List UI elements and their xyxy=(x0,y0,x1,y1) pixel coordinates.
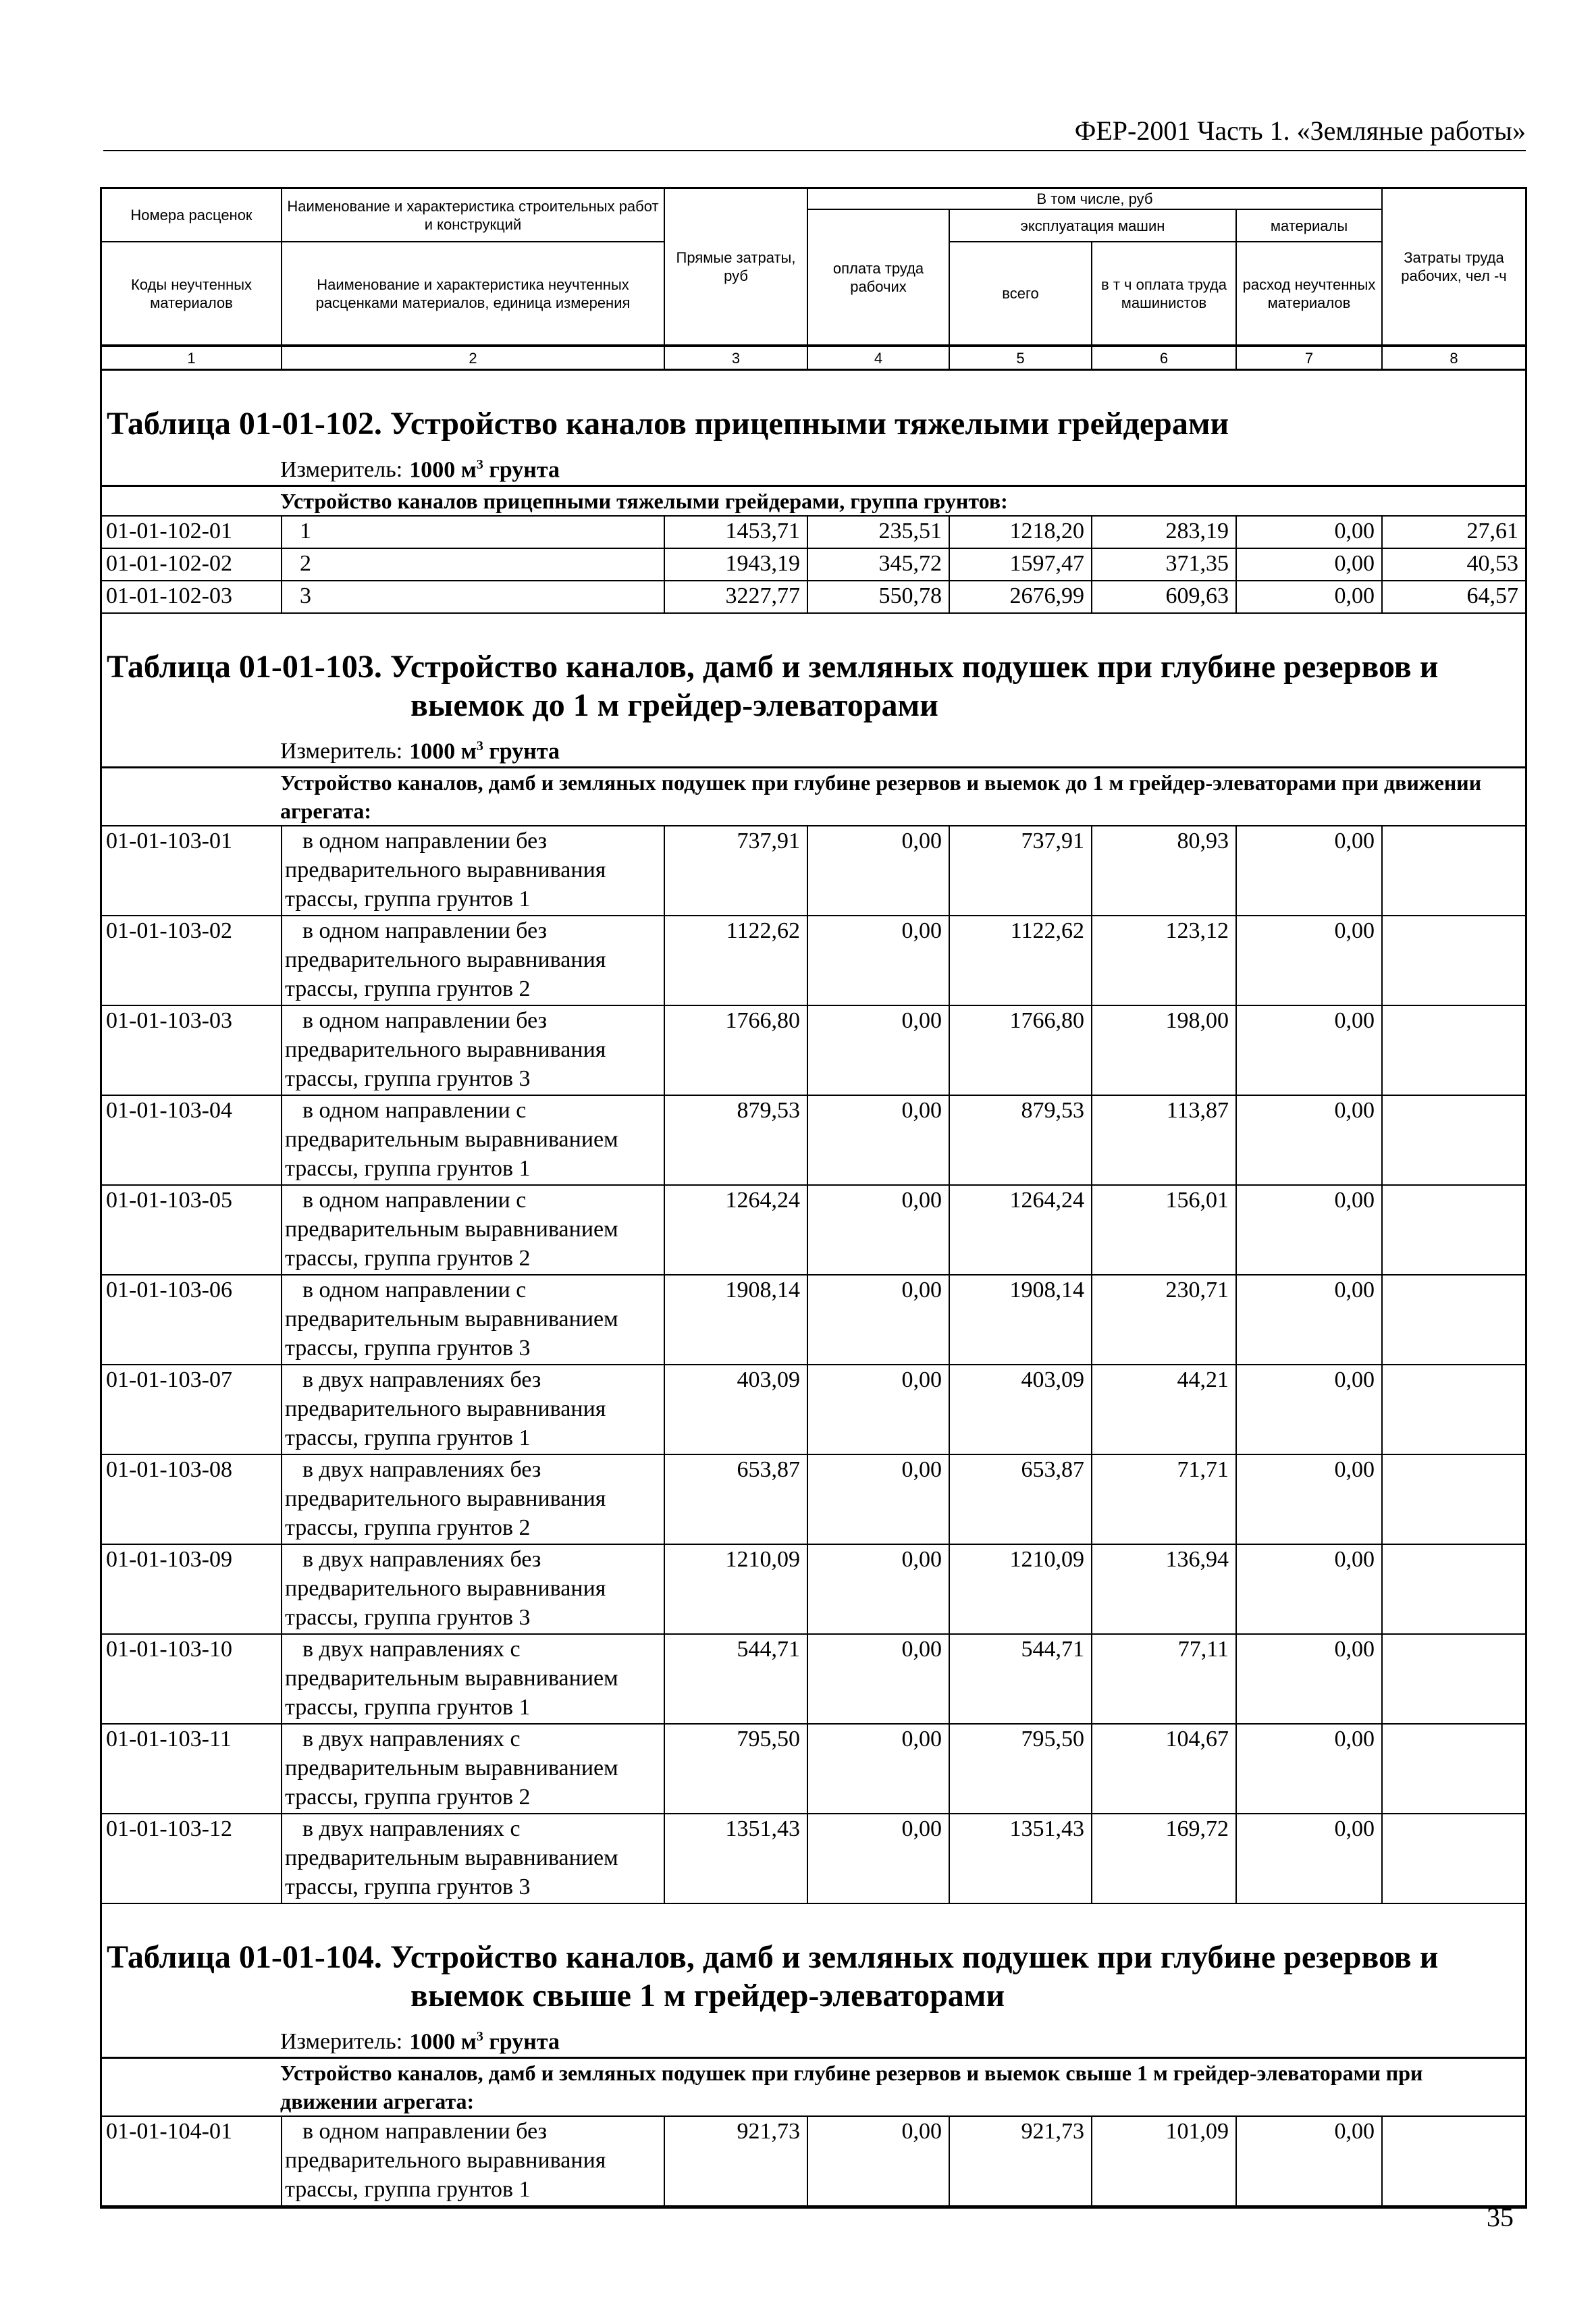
cell-direct: 1943,19 xyxy=(665,549,808,580)
cell-materials: 0,00 xyxy=(1237,517,1383,548)
table-row xyxy=(102,549,1525,581)
table-row xyxy=(102,916,1525,1006)
rate-code: 01-01-102-02 xyxy=(102,549,282,580)
cell-machines: 653,87 xyxy=(950,1455,1092,1544)
rate-code: 01-01-103-11 xyxy=(102,1725,282,1813)
cell-wages: 0,00 xyxy=(808,2117,950,2205)
measurer-value xyxy=(409,739,560,764)
rate-code: 01-01-103-02 xyxy=(102,916,282,1005)
cell-direct: 653,87 xyxy=(665,1455,808,1544)
cell-machinists: 113,87 xyxy=(1092,1096,1237,1184)
cell-wages: 550,78 xyxy=(808,581,950,612)
cell-machinists: 80,93 xyxy=(1092,826,1237,915)
cell-machinists: 71,71 xyxy=(1092,1455,1237,1544)
cell-wages: 0,00 xyxy=(808,1276,950,1364)
cell-materials: 0,00 xyxy=(1237,2117,1383,2205)
table-row xyxy=(102,1186,1525,1276)
cell-materials: 0,00 xyxy=(1237,581,1383,612)
header-rule xyxy=(103,150,1526,151)
measurer-quantity: 1000 м xyxy=(409,457,477,482)
page-number: 35 xyxy=(1487,2202,1514,2232)
rate-code: 01-01-104-01 xyxy=(102,2117,282,2205)
cell-materials: 0,00 xyxy=(1237,1455,1383,1544)
col-machines: эксплуатация машин xyxy=(950,210,1237,242)
cell-direct: 3227,77 xyxy=(665,581,808,612)
measurer-label: Измеритель: xyxy=(280,739,403,764)
cell-materials: 0,00 xyxy=(1237,1186,1383,1274)
measurer xyxy=(102,2015,1525,2057)
rate-code: 01-01-103-04 xyxy=(102,1096,282,1184)
cell-materials: 0,00 xyxy=(1237,1635,1383,1723)
work-description: в двух направлениях без предварительного выравнивания трассы, группа грунтов 3 xyxy=(282,1545,665,1633)
cell-machinists: 101,09 xyxy=(1092,2117,1237,2205)
cell-wages: 0,00 xyxy=(808,826,950,915)
cell-machines: 1218,20 xyxy=(950,517,1092,548)
cell-materials: 0,00 xyxy=(1237,1096,1383,1184)
col-number: 6 xyxy=(1092,347,1237,371)
table-subtitle: Устройство каналов прицепными тяжелыми грейдерами, группа грунтов: xyxy=(102,485,1525,517)
cell-labor: 64,57 xyxy=(1466,583,1518,608)
col-rate-numbers: Номера расценок xyxy=(102,189,282,242)
cell-direct: 1122,62 xyxy=(665,916,808,1005)
work-description: в двух направлениях с предварительным выравниванием трассы, группа грунтов 3 xyxy=(282,1814,665,1903)
col-number: 5 xyxy=(950,347,1092,371)
cell-labor xyxy=(1383,1814,1525,1903)
work-description: в одном направлении без предварительного выравнивания трассы, группа грунтов 1 xyxy=(282,826,665,915)
work-description: в одном направлении без предварительного выравнивания трассы, группа грунтов 3 xyxy=(282,1006,665,1095)
cell-materials: 0,00 xyxy=(1237,1276,1383,1364)
cell-materials: 0,00 xyxy=(1237,1365,1383,1454)
col-materials: материалы xyxy=(1237,210,1383,242)
work-description: 2 xyxy=(282,549,665,580)
col-number: 3 xyxy=(665,347,808,371)
column-header xyxy=(102,187,1525,371)
cell-wages: 0,00 xyxy=(808,1365,950,1454)
cell-machinists: 230,71 xyxy=(1092,1276,1237,1364)
col-number: 1 xyxy=(102,347,282,371)
cell-machinists: 44,21 xyxy=(1092,1365,1237,1454)
col-machinists-wages: в т ч оплата труда машинистов xyxy=(1092,242,1237,347)
cell-labor xyxy=(1383,1186,1525,1274)
col-including: В том числе, руб xyxy=(808,189,1383,210)
work-description: в одном направлении с предварительным выравниванием трассы, группа грунтов 3 xyxy=(282,1276,665,1364)
cell-machines: 795,50 xyxy=(950,1725,1092,1813)
cell-materials: 0,00 xyxy=(1237,1814,1383,1903)
cell-labor xyxy=(1383,1455,1525,1544)
rate-code: 01-01-103-05 xyxy=(102,1186,282,1274)
work-description: в одном направлении с предварительным выравниванием трассы, группа грунтов 2 xyxy=(282,1186,665,1274)
cell-machinists: 169,72 xyxy=(1092,1814,1237,1903)
cell-direct: 1264,24 xyxy=(665,1186,808,1274)
cell-wages: 0,00 xyxy=(808,1006,950,1095)
cell-direct: 737,91 xyxy=(665,826,808,915)
col-material-codes: Коды неучтенных материалов xyxy=(102,242,282,347)
table-subtitle: Устройство каналов, дамб и земляных подушек при глубине резервов и выемок свыше 1 м грейдер-элеваторами при движении агрегата: xyxy=(102,2057,1525,2117)
col-number: 7 xyxy=(1237,347,1383,371)
table-title: Таблица 01-01-104. Устройство каналов, дамб и земляных подушек при глубине резервов и выемок свыше 1 м грейдер-элеваторами xyxy=(107,1939,1439,2014)
cell-machinists: 156,01 xyxy=(1092,1186,1237,1274)
cell-labor xyxy=(1383,916,1525,1005)
rate-code: 01-01-103-12 xyxy=(102,1814,282,1903)
cell-direct: 795,50 xyxy=(665,1725,808,1813)
cell-direct: 1210,09 xyxy=(665,1545,808,1633)
cell-machinists: 283,19 xyxy=(1092,517,1237,548)
cell-labor xyxy=(1383,1635,1525,1723)
rate-code: 01-01-102-03 xyxy=(102,581,282,612)
measurer-quantity: 1000 м xyxy=(409,739,477,764)
col-number: 8 xyxy=(1383,347,1525,371)
cell-wages: 0,00 xyxy=(808,1096,950,1184)
cell-labor xyxy=(1383,826,1525,915)
cell-wages: 0,00 xyxy=(808,1814,950,1903)
measurer-exponent: 3 xyxy=(476,456,483,472)
measurer-label: Измеритель: xyxy=(280,2029,403,2054)
measurer-unit: грунта xyxy=(489,739,560,764)
table-title: Таблица 01-01-103. Устройство каналов, дамб и земляных подушек при глубине резервов и выемок до 1 м грейдер-элеваторами xyxy=(107,649,1439,723)
cell-machines: 879,53 xyxy=(950,1096,1092,1184)
table-row xyxy=(102,2117,1525,2207)
work-description: в одном направлении без предварительного выравнивания трассы, группа грунтов 1 xyxy=(282,2117,665,2205)
table-subtitle: Устройство каналов, дамб и земляных подушек при глубине резервов и выемок до 1 м грейдер-элеваторами при движении агрегата: xyxy=(102,766,1525,826)
rate-code: 01-01-103-07 xyxy=(102,1365,282,1454)
rate-code: 01-01-102-01 xyxy=(102,517,282,548)
table-row xyxy=(102,1096,1525,1186)
cell-machines: 1908,14 xyxy=(950,1276,1092,1364)
cell-direct: 921,73 xyxy=(665,2117,808,2205)
cell-machines: 737,91 xyxy=(950,826,1092,915)
cell-labor xyxy=(1383,1365,1525,1454)
measurer-exponent: 3 xyxy=(476,738,483,754)
cell-materials: 0,00 xyxy=(1237,1006,1383,1095)
rate-code: 01-01-103-09 xyxy=(102,1545,282,1633)
col-wages: оплата труда рабочих xyxy=(808,210,950,347)
cell-machinists: 609,63 xyxy=(1092,581,1237,612)
table-section xyxy=(102,648,1525,1904)
rate-code: 01-01-103-03 xyxy=(102,1006,282,1095)
cell-machinists: 123,12 xyxy=(1092,916,1237,1005)
cell-direct: 1766,80 xyxy=(665,1006,808,1095)
measurer xyxy=(102,725,1525,766)
cell-machines: 403,09 xyxy=(950,1365,1092,1454)
cell-machines: 1210,09 xyxy=(950,1545,1092,1633)
measurer-unit: грунта xyxy=(489,2029,560,2054)
cell-direct: 879,53 xyxy=(665,1096,808,1184)
rate-code: 01-01-103-08 xyxy=(102,1455,282,1544)
work-description: в двух направлениях без предварительного выравнивания трассы, группа грунтов 2 xyxy=(282,1455,665,1544)
cell-machines: 544,71 xyxy=(950,1635,1092,1723)
work-description: 3 xyxy=(282,581,665,612)
table-row xyxy=(102,581,1525,614)
cell-machines: 1351,43 xyxy=(950,1814,1092,1903)
cell-materials: 0,00 xyxy=(1237,916,1383,1005)
cell-direct: 544,71 xyxy=(665,1635,808,1723)
table-section xyxy=(102,1938,1525,2207)
work-description: в двух направлениях с предварительным выравниванием трассы, группа грунтов 2 xyxy=(282,1725,665,1813)
rates-table xyxy=(100,187,1527,2209)
table-row xyxy=(102,1006,1525,1096)
col-material-name: Наименование и характеристика неучтенных расценками материалов, единица измерения xyxy=(282,242,665,347)
cell-labor xyxy=(1383,2117,1525,2205)
cell-wages: 0,00 xyxy=(808,1186,950,1274)
table-section xyxy=(102,404,1525,614)
cell-machinists: 77,11 xyxy=(1092,1635,1237,1723)
cell-machines: 921,73 xyxy=(950,2117,1092,2205)
work-description: в двух направлениях без предварительного выравнивания трассы, группа грунтов 1 xyxy=(282,1365,665,1454)
col-labor: Затраты труда рабочих, чел -ч xyxy=(1383,189,1525,347)
cell-wages: 345,72 xyxy=(808,549,950,580)
cell-machines: 1766,80 xyxy=(950,1006,1092,1095)
work-description: в одном направлении без предварительного выравнивания трассы, группа грунтов 2 xyxy=(282,916,665,1005)
table-row xyxy=(102,1814,1525,1904)
cell-labor: 40,53 xyxy=(1466,551,1518,576)
cell-machines: 1264,24 xyxy=(950,1186,1092,1274)
work-description: в двух направлениях с предварительным выравниванием трассы, группа грунтов 1 xyxy=(282,1635,665,1723)
cell-machinists: 136,94 xyxy=(1092,1545,1237,1633)
measurer-unit: грунта xyxy=(489,457,560,482)
cell-materials: 0,00 xyxy=(1237,549,1383,580)
measurer-value xyxy=(409,2029,560,2055)
cell-wages: 0,00 xyxy=(808,1545,950,1633)
cell-direct: 403,09 xyxy=(665,1365,808,1454)
measurer-quantity: 1000 м xyxy=(409,2029,477,2054)
table-title: Таблица 01-01-102. Устройство каналов прицепными тяжелыми грейдерами xyxy=(107,406,1229,442)
cell-machines: 1122,62 xyxy=(950,916,1092,1005)
table-row xyxy=(102,1455,1525,1545)
measurer-exponent: 3 xyxy=(476,2028,483,2044)
col-direct-costs: Прямые затраты, руб xyxy=(665,189,808,347)
table-row xyxy=(102,1365,1525,1455)
cell-direct: 1908,14 xyxy=(665,1276,808,1364)
cell-labor: 27,61 xyxy=(1466,519,1518,544)
col-number: 2 xyxy=(282,347,665,371)
col-work-name: Наименование и характеристика строительных работ и конструкций xyxy=(282,189,665,242)
cell-machinists: 104,67 xyxy=(1092,1725,1237,1813)
cell-materials: 0,00 xyxy=(1237,1725,1383,1813)
col-machines-total: всего xyxy=(950,242,1092,347)
work-description: 1 xyxy=(282,517,665,548)
cell-machines: 1597,47 xyxy=(950,549,1092,580)
col-number: 4 xyxy=(808,347,950,371)
running-header: ФЕР-2001 Часть 1. «Земляные работы» xyxy=(1074,115,1526,146)
cell-direct: 1453,71 xyxy=(665,517,808,548)
work-description: в одном направлении с предварительным выравниванием трассы, группа грунтов 1 xyxy=(282,1096,665,1184)
cell-wages: 235,51 xyxy=(808,517,950,548)
rate-code: 01-01-103-06 xyxy=(102,1276,282,1364)
cell-machines: 2676,99 xyxy=(950,581,1092,612)
table-row xyxy=(102,826,1525,916)
cell-labor xyxy=(1383,1006,1525,1095)
cell-labor xyxy=(1383,1725,1525,1813)
table-sections xyxy=(102,404,1525,2207)
cell-labor xyxy=(1383,1276,1525,1364)
cell-direct: 1351,43 xyxy=(665,1814,808,1903)
cell-wages: 0,00 xyxy=(808,1725,950,1813)
rate-code: 01-01-103-01 xyxy=(102,826,282,915)
table-row xyxy=(102,1725,1525,1814)
cell-machinists: 371,35 xyxy=(1092,549,1237,580)
cell-labor xyxy=(1383,1096,1525,1184)
cell-wages: 0,00 xyxy=(808,1455,950,1544)
rate-code: 01-01-103-10 xyxy=(102,1635,282,1723)
measurer-label: Измеритель: xyxy=(280,457,403,482)
table-row xyxy=(102,1635,1525,1725)
cell-labor xyxy=(1383,1545,1525,1633)
table-row xyxy=(102,1276,1525,1365)
cell-machinists: 198,00 xyxy=(1092,1006,1237,1095)
col-materials-usage: расход неучтенных материалов xyxy=(1237,242,1383,347)
measurer xyxy=(102,443,1525,485)
cell-materials: 0,00 xyxy=(1237,1545,1383,1633)
cell-wages: 0,00 xyxy=(808,916,950,1005)
cell-materials: 0,00 xyxy=(1237,826,1383,915)
table-row xyxy=(102,1545,1525,1635)
measurer-value xyxy=(409,457,560,483)
table-row xyxy=(102,517,1525,549)
cell-wages: 0,00 xyxy=(808,1635,950,1723)
